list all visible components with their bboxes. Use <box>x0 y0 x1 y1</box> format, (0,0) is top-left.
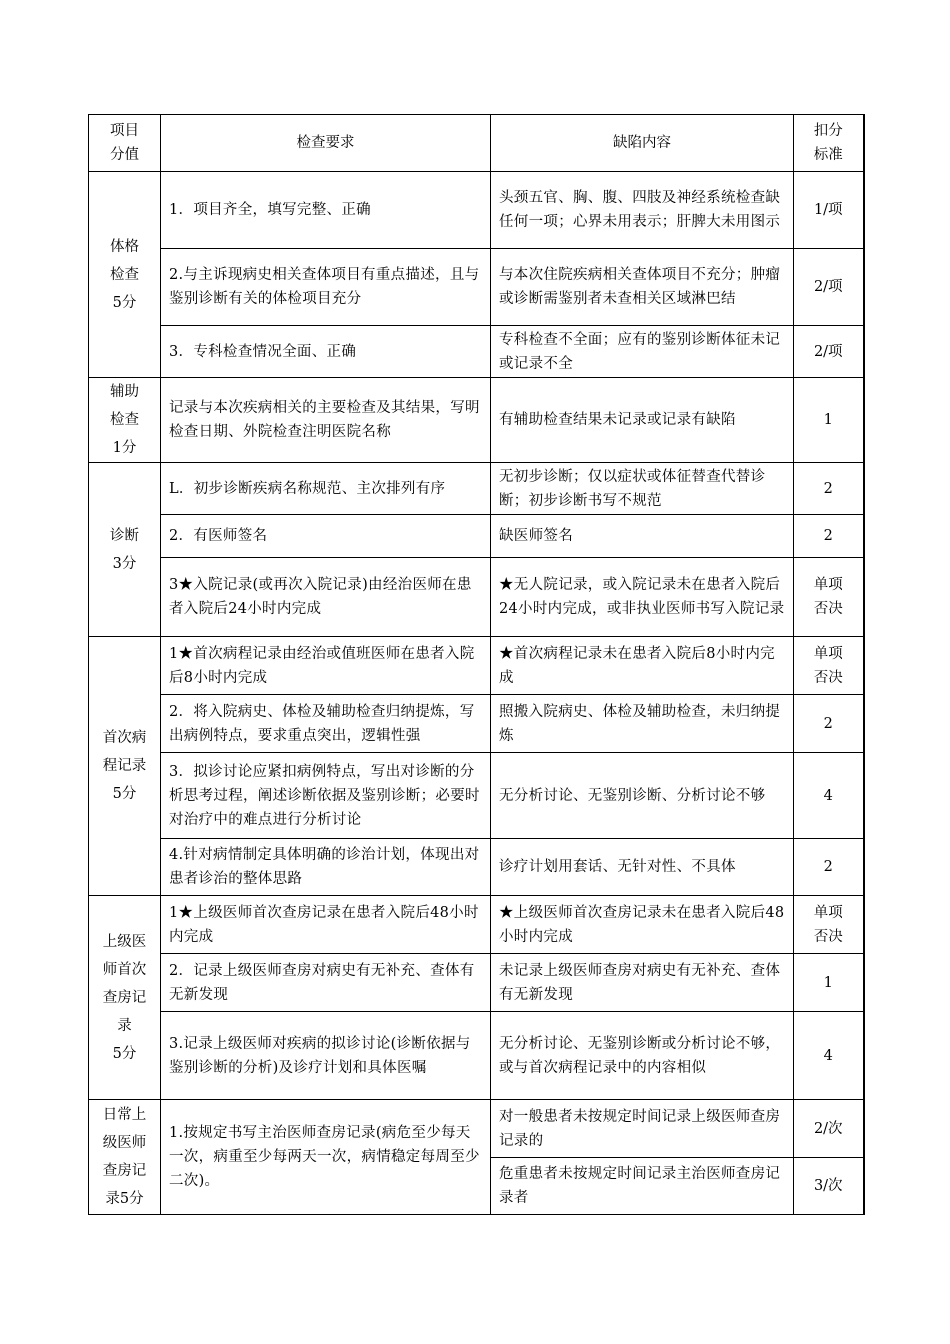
requirement-cell: 3★入院记录(或再次入院记录)由经治医师在患者入院后24小时内完成 <box>161 558 491 637</box>
defect-cell: 未记录上级医师查房对病史有无补充、查体有无新发现 <box>491 954 794 1012</box>
requirement-cell: 2．有医师签名 <box>161 515 491 558</box>
score-cell: 2 <box>794 839 864 896</box>
requirement-cell: L．初步诊断疾病名称规范、主次排列有序 <box>161 463 491 515</box>
score-cell: 1/项 <box>794 172 864 249</box>
section-label-first-course: 首次病 程记录 5分 <box>89 637 161 896</box>
requirement-cell: 1★首次病程记录由经治或值班医师在患者入院后8小时内完成 <box>161 637 491 695</box>
section-label-senior-first: 上级医 师首次 查房记 录 5分 <box>89 896 161 1100</box>
requirement-cell: 2．将入院病史、体检及辅助检查归纳提炼，写出病例特点，要求重点突出，逻辑性强 <box>161 695 491 753</box>
score-cell: 2 <box>794 463 864 515</box>
score-cell: 2 <box>794 515 864 558</box>
table-row <box>89 753 864 839</box>
table-row <box>89 249 864 326</box>
defect-cell: 缺医师签名 <box>491 515 794 558</box>
requirement-cell: 3．专科检查情况全面、正确 <box>161 326 491 378</box>
requirement-cell: 1.按规定书写主治医师查房记录(病危至少每天一次，病重至少每两天一次，病情稳定每周至少二次)。 <box>161 1100 491 1215</box>
table-row <box>89 172 864 249</box>
defect-cell: 头颈五官、胸、腹、四肢及神经系统检查缺任何一项；心界未用表示；肝脾大未用图示 <box>491 172 794 249</box>
defect-cell: 对一般患者未按规定时间记录上级医师查房记录的 <box>491 1100 794 1158</box>
score-cell: 单项 否决 <box>794 637 864 695</box>
requirement-cell: 2．记录上级医师查房对病史有无补充、查体有无新发现 <box>161 954 491 1012</box>
table-row <box>89 954 864 1012</box>
defect-cell: 有辅助检查结果未记录或记录有缺陷 <box>491 378 794 463</box>
score-cell: 4 <box>794 1012 864 1100</box>
table-row <box>89 558 864 637</box>
score-cell: 1 <box>794 378 864 463</box>
section-label-auxiliary: 辅助 检查 1分 <box>89 378 161 463</box>
requirement-cell: 记录与本次疾病相关的主要检查及其结果，写明检查日期、外院检查注明医院名称 <box>161 378 491 463</box>
section-label-daily-senior: 日常上 级医师 查房记 录5分 <box>89 1100 161 1215</box>
score-cell: 2/项 <box>794 249 864 326</box>
defect-cell: 无初步诊断；仅以症状或体征替查代替诊断；初步诊断书写不规范 <box>491 463 794 515</box>
header-defects: 缺陷内容 <box>491 115 794 172</box>
requirement-cell: 2.与主诉现病史相关查体项目有重点描述，且与鉴别诊断有关的体检项目充分 <box>161 249 491 326</box>
requirement-cell: 3.记录上级医师对疾病的拟诊讨论(诊断依据与鉴别诊断的分析)及诊疗计划和具体医嘱 <box>161 1012 491 1100</box>
defect-cell: 与本次住院疾病相关查体项目不充分；肿瘤或诊断需鉴别者未查相关区域淋巴结 <box>491 249 794 326</box>
table-row <box>89 1012 864 1100</box>
table-row <box>89 896 864 954</box>
score-cell: 2 <box>794 695 864 753</box>
defect-cell: 无分析讨论、无鉴别诊断、分析讨论不够 <box>491 753 794 839</box>
scoring-table <box>88 114 865 1215</box>
requirement-cell: 4.针对病情制定具体明确的诊治计划，体现出对患者诊治的整体思路 <box>161 839 491 896</box>
score-cell: 单项 否决 <box>794 896 864 954</box>
table-row <box>89 463 864 515</box>
score-cell: 3/次 <box>794 1158 864 1215</box>
defect-cell: 专科检查不全面；应有的鉴别诊断体征未记或记录不全 <box>491 326 794 378</box>
table-row <box>89 1100 864 1158</box>
requirement-cell: 3．拟诊讨论应紧扣病例特点，写出对诊断的分析思考过程，阐述诊断依据及鉴别诊断；必要时对治疗中的难点进行分析讨论 <box>161 753 491 839</box>
defect-cell: ★首次病程记录未在患者入院后8小时内完成 <box>491 637 794 695</box>
table-row <box>89 515 864 558</box>
table-row <box>89 378 864 463</box>
header-row <box>89 115 864 172</box>
score-cell: 2/项 <box>794 326 864 378</box>
header-score: 扣分 标准 <box>794 115 864 172</box>
defect-cell: ★上级医师首次查房记录未在患者入院后48小时内完成 <box>491 896 794 954</box>
defect-cell: ★无人院记录，或入院记录未在患者入院后24小时内完成，或非执业医师书写入院记录 <box>491 558 794 637</box>
score-cell: 1 <box>794 954 864 1012</box>
defect-cell: 诊疗计划用套话、无针对性、不具体 <box>491 839 794 896</box>
table-row <box>89 326 864 378</box>
requirement-cell: 1．项目齐全，填写完整、正确 <box>161 172 491 249</box>
table-row <box>89 695 864 753</box>
section-label-physical: 体格 检查 5分 <box>89 172 161 378</box>
score-cell: 单项 否决 <box>794 558 864 637</box>
defect-cell: 无分析讨论、无鉴别诊断或分析讨论不够，或与首次病程记录中的内容相似 <box>491 1012 794 1100</box>
table-row <box>89 637 864 695</box>
score-cell: 2/次 <box>794 1100 864 1158</box>
header-requirements: 检查要求 <box>161 115 491 172</box>
section-label-diagnosis: 诊断 3分 <box>89 463 161 637</box>
defect-cell: 照搬入院病史、体检及辅助检查，未归纳提炼 <box>491 695 794 753</box>
table-row <box>89 839 864 896</box>
score-cell: 4 <box>794 753 864 839</box>
defect-cell: 危重患者未按规定时间记录主治医师查房记录者 <box>491 1158 794 1215</box>
requirement-cell: 1★上级医师首次查房记录在患者入院后48小时内完成 <box>161 896 491 954</box>
header-item: 项目 分值 <box>89 115 161 172</box>
